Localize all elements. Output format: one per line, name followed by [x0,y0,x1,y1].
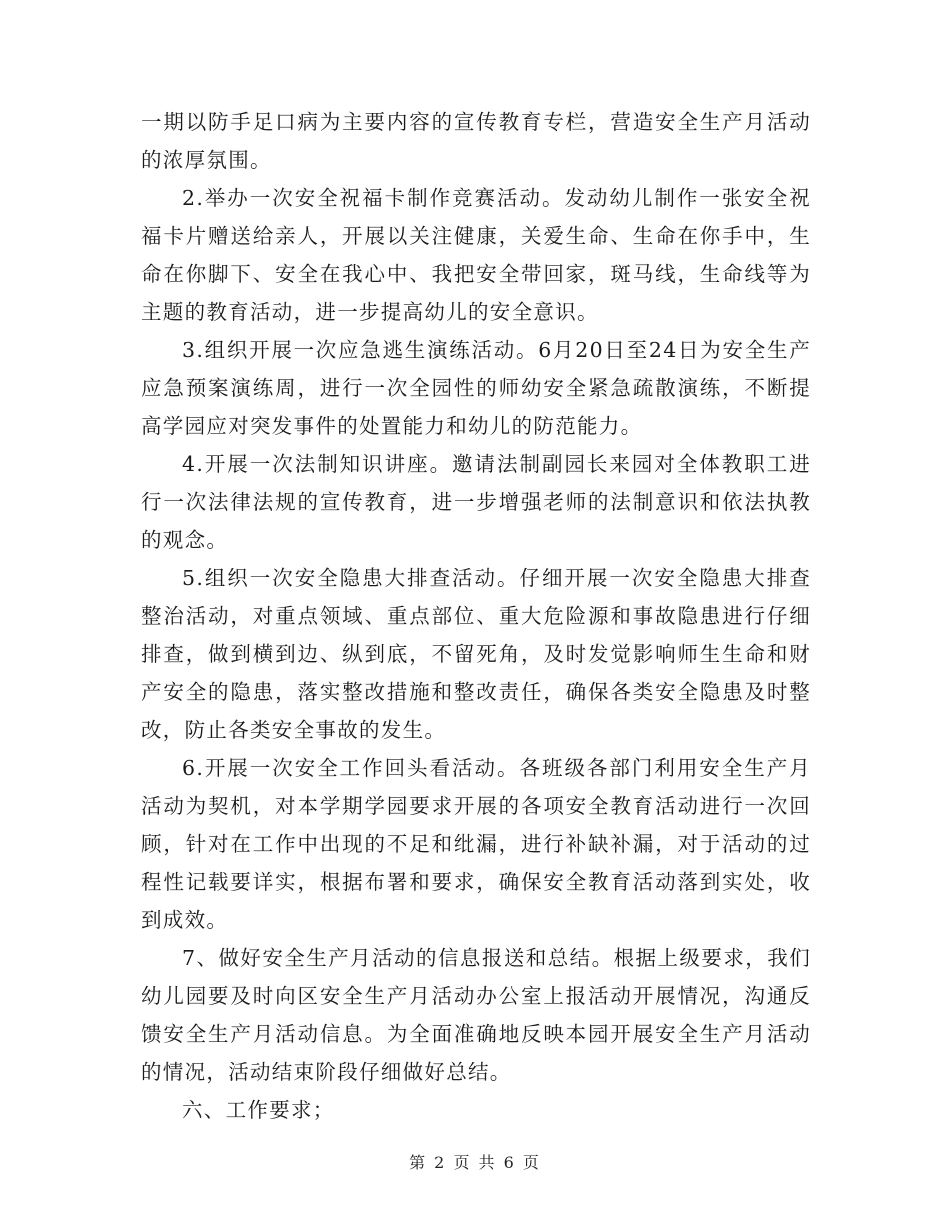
section-heading-work-requirements: 六、工作要求； [182,1098,335,1122]
paragraph-continuation: 一期以防手足口病为主要内容的宣传教育专栏，营造安全生产月活动的浓厚氛围。 [141,110,811,172]
paragraph-item-4: 4.开展一次法制知识讲座。邀请法制副园长来园对全体教职工进行一次法律法规的宣传教育，进一步增强老师的法制意识和依法执教的观念。 [141,452,811,552]
document-body [141,103,811,1129]
paragraph-item-7: 7、做好安全生产月活动的信息报送和总结。根据上级要求，我们幼儿园要及时向区安全生产月活动办公室上报活动开展情况，沟通反馈安全生产月活动信息。为全面准确地反映本园开展安全生产月活动的情况，活动结束阶段仔细做好总结。 [141,946,811,1084]
paragraph-item-3: 3.组织开展一次应急逃生演练活动。6月20日至24日为安全生产应急预案演练周，进行一次全园性的师幼安全紧急疏散演练，不断提高学园应对突发事件的处置能力和幼儿的防范能力。 [141,338,811,438]
page-number-footer: 第 2 页 共 6 页 [409,1153,541,1172]
paragraph-item-2: 2.举办一次安全祝福卡制作竞赛活动。发动幼儿制作一张安全祝福卡片赠送给亲人，开展以关注健康，关爱生命、生命在你手中，生命在你脚下、安全在我心中、我把安全带回家，斑马线，生命线等为主题的教育活动，进一步提高幼儿的安全意识。 [141,186,811,324]
paragraph-item-5: 5.组织一次安全隐患大排查活动。仔细开展一次安全隐患大排查整治活动，对重点领域、重点部位、重大危险源和事故隐患进行仔细排查，做到横到边、纵到底，不留死角，及时发觉影响师生生命和财产安全的隐患，落实整改措施和整改责任，确保各类安全隐患及时整改，防止各类安全事故的发生。 [141,566,811,742]
paragraph-item-6: 6.开展一次安全工作回头看活动。各班级各部门利用安全生产月活动为契机，对本学期学园要求开展的各项安全教育活动进行一次回顾，针对在工作中出现的不足和纰漏，进行补缺补漏，对于活动的过程性记载要详实，根据布署和要求，确保安全教育活动落到实处，收到成效。 [141,756,811,932]
